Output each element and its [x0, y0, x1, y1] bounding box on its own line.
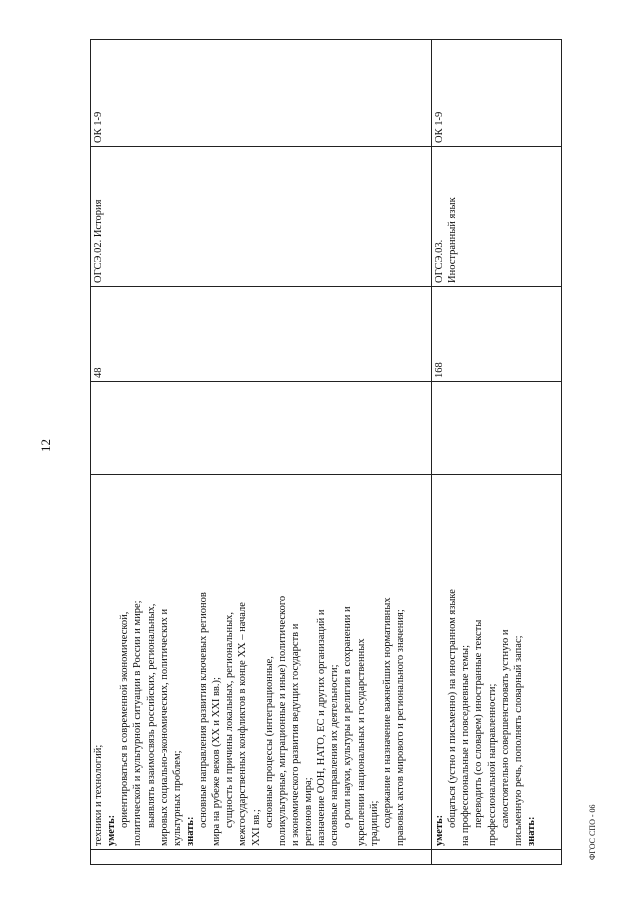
requirement-line: профессиональной направленности; [486, 683, 498, 846]
competences-cell: ОК 1-9 [432, 40, 562, 147]
hours-cell: 48 [91, 287, 432, 382]
standards-table [90, 39, 562, 865]
requirement-line: переводить (со словарем) иностранные тексты [473, 619, 485, 828]
table-row [432, 40, 562, 865]
requirement-line: выявлять взаимосвязь российских, региональных, [145, 603, 157, 828]
table-row [91, 40, 432, 865]
empty-cell [91, 382, 432, 475]
competences-cell: ОК 1-9 [91, 40, 432, 147]
requirement-line: о роли науки, культуры и религии в сохранении и [342, 606, 354, 828]
requirement-line: ориентироваться в современной экономической, [119, 611, 131, 828]
requirement-line: общаться (устно и письменно) на иностранном языке [447, 589, 459, 828]
requirement-line: основные направления развития ключевых регионов [198, 592, 209, 828]
requirements-cell [91, 475, 432, 850]
requirement-line: регионов мира; [303, 777, 314, 846]
requirement-line: поликультурные, миграционные и иные) политического [276, 595, 288, 846]
page-number: 12 [38, 439, 53, 452]
requirement-line: и экономического развития ведущих государств и [289, 623, 301, 846]
requirement-line: XXI вв.; [250, 809, 262, 846]
requirement-line: основные направления их деятельности; [329, 664, 341, 846]
discipline-cell [432, 147, 562, 287]
index-cell [432, 850, 562, 865]
discipline-cell: ОГСЭ.02. История [91, 147, 432, 287]
requirement-line: техники и технологий; [93, 744, 104, 846]
section-label: уметь: [434, 814, 445, 846]
requirement-line: укреплении национальных и государственных [355, 638, 367, 846]
requirement-line: содержание и назначение важнейших нормативных [381, 597, 393, 828]
requirement-line: письменную речь, пополнять словарный запас; [512, 635, 524, 846]
footer-text: ФГОС СПО - 06 [588, 804, 597, 860]
requirement-line: самостоятельно совершенствовать устную и [499, 629, 511, 828]
section-label: знать: [525, 816, 537, 846]
requirement-line: правовых актов мирового и регионального значения; [394, 609, 406, 846]
requirement-line: мировых социально-экономических, политических и [158, 608, 170, 846]
requirements-cell [432, 475, 562, 850]
requirement-line: межгосударственных конфликтов в конце XX – начале [237, 602, 249, 846]
requirement-line: культурных проблем; [171, 750, 183, 846]
requirement-line: на профессиональные и повседневные темы; [460, 644, 472, 846]
requirement-line: назначение ООН, НАТО, ЕС и других организаций и [316, 609, 328, 846]
index-cell [91, 850, 432, 865]
discipline-name: Иностранный язык [447, 197, 459, 283]
empty-cell [432, 382, 562, 475]
requirement-line: мира на рубеже веков (XX и XXI вв.); [211, 677, 223, 846]
requirement-line: сущность и причины локальных, региональных, [224, 611, 236, 828]
requirement-line: политической и культурной ситуации в России и мире; [132, 600, 144, 846]
section-label: уметь: [106, 814, 118, 846]
hours-cell: 168 [432, 287, 562, 382]
requirement-line: традиций; [368, 800, 380, 846]
requirement-line: основные процессы (интеграционные, [263, 656, 275, 828]
discipline-code: ОГСЭ.03. [434, 239, 445, 283]
rotated-page-content [90, 40, 590, 865]
section-label: знать: [184, 816, 196, 846]
